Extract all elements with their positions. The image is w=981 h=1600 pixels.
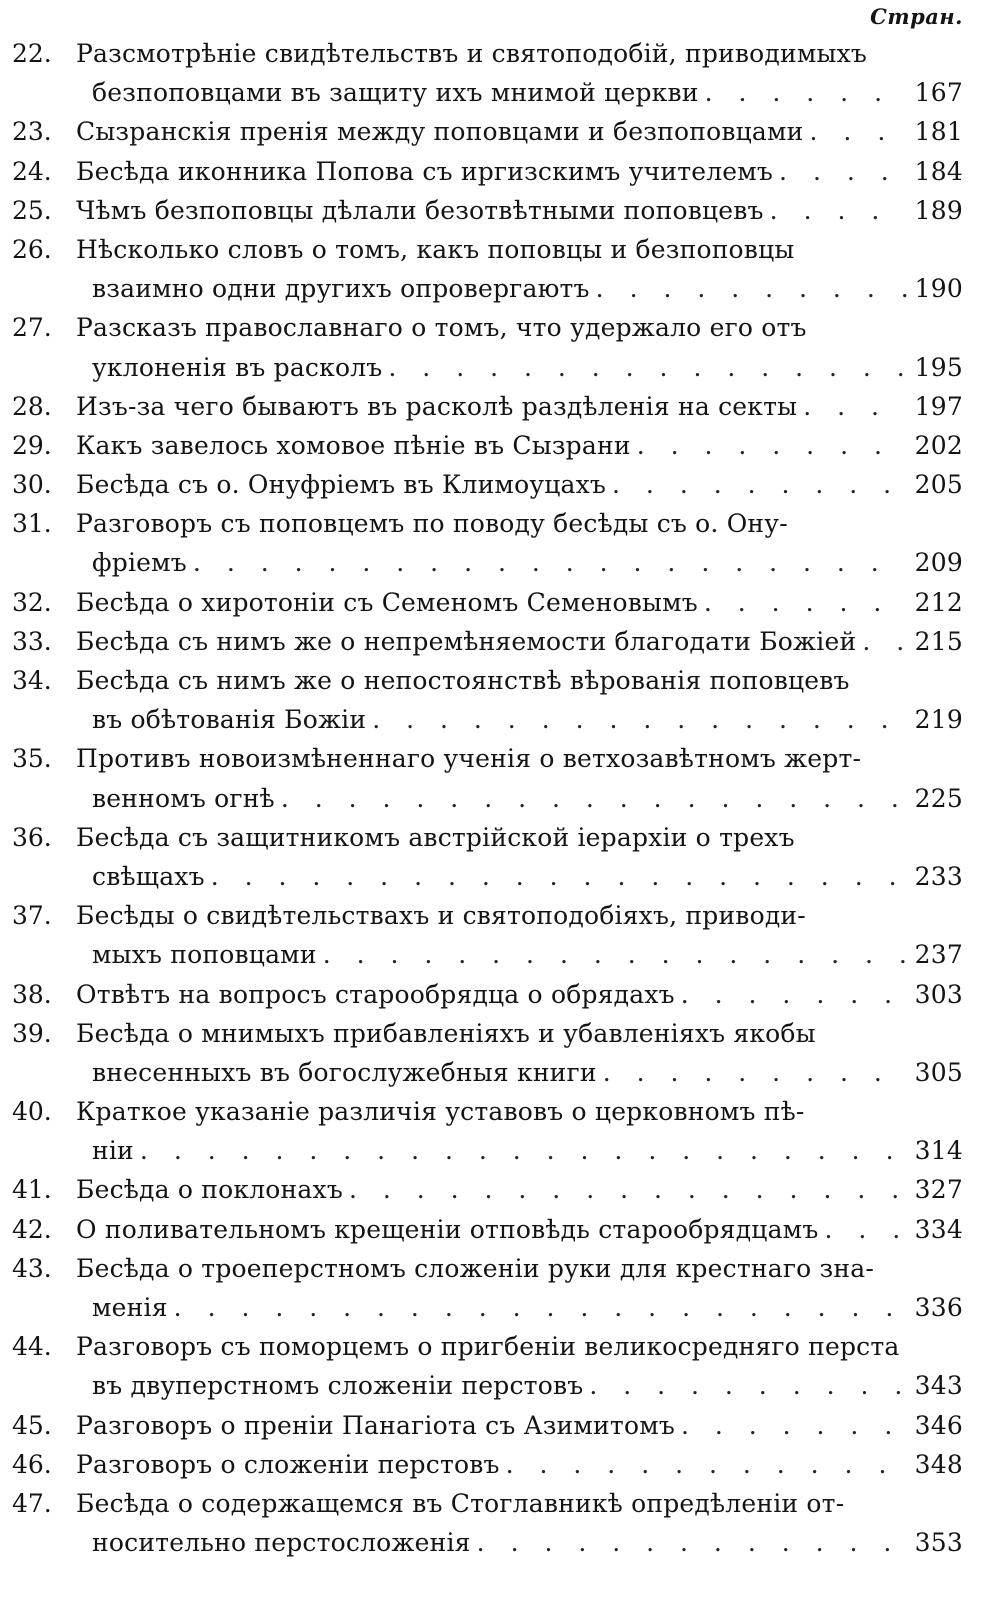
entry-number: 25. — [12, 195, 52, 225]
page-number: 336 — [914, 1293, 963, 1322]
toc-entry-line — [0, 112, 981, 151]
toc-entry-line — [0, 1210, 981, 1249]
toc-entry — [0, 1170, 981, 1209]
entry-number: 30. — [12, 470, 52, 500]
entry-title: Бесѣда иконника Попова съ иргизскимъ учителемъ — [76, 156, 774, 186]
entry-title: Разговоръ съ поморцемъ о пригбеніи великосредняго перста — [76, 1332, 900, 1362]
page-number: 346 — [914, 1410, 963, 1440]
dot-leader — [612, 465, 907, 504]
page-number: 327 — [914, 1175, 963, 1205]
entry-title: взаимно одни другихъ опровергаютъ — [92, 274, 590, 304]
toc-entry-line — [0, 152, 981, 191]
entry-title: фріемъ — [92, 548, 187, 578]
page-number: 212 — [914, 587, 963, 617]
dot-leader — [810, 112, 907, 151]
toc-entry-line — [0, 1092, 981, 1131]
entry-title: Бесѣда съ нимъ же о непремѣняемости благодати Божіей — [76, 626, 857, 656]
page-number: 233 — [914, 861, 963, 891]
entry-title: венномъ огнѣ — [92, 783, 275, 813]
entry-number: 43. — [12, 1253, 52, 1283]
toc-entry — [0, 308, 981, 386]
page-number: 314 — [914, 1136, 963, 1166]
toc-entry-line — [0, 426, 981, 465]
dot-leader — [704, 583, 907, 622]
table-of-contents — [0, 34, 981, 1562]
entry-title: внесенныхъ въ богослужебныя книги — [92, 1057, 597, 1087]
toc-entry-line — [0, 1327, 981, 1366]
toc-entry-line — [0, 387, 981, 426]
page-number: 189 — [914, 195, 963, 225]
entry-title: Чѣмъ безпоповцы дѣлали безотвѣтными поповцевъ — [76, 195, 764, 225]
page-number: 225 — [914, 783, 963, 813]
entry-number: 31. — [12, 509, 52, 539]
dot-leader — [174, 1288, 907, 1327]
toc-entry-line — [0, 700, 981, 739]
entry-title: Сызранскія пренія между поповцами и безпоповцами — [76, 117, 804, 147]
dot-leader — [193, 543, 907, 582]
dot-leader — [477, 1523, 907, 1562]
page-number: 202 — [914, 430, 963, 460]
entry-title: Нѣсколько словъ о томъ, какъ поповцы и безпоповцы — [76, 234, 795, 264]
entry-number: 32. — [12, 587, 52, 617]
toc-entry-line — [0, 543, 981, 582]
toc-entry — [0, 504, 981, 582]
entry-number: 24. — [12, 156, 52, 186]
entry-title: Изъ-за чего бываютъ въ расколѣ раздѣленія на секты — [76, 391, 798, 421]
toc-entry — [0, 975, 981, 1014]
dot-leader — [506, 1445, 907, 1484]
entry-title: Разсмотрѣніе свидѣтельствъ и святоподобій, приводимыхъ — [76, 39, 868, 68]
entry-title: Бесѣда о троеперстномъ сложеніи руки для крестнаго зна- — [76, 1253, 874, 1283]
toc-entry-line — [0, 1131, 981, 1170]
toc-entry — [0, 818, 981, 896]
toc-entry-line — [0, 1366, 981, 1405]
entry-number: 26. — [12, 234, 52, 264]
entry-title: Разговоръ о сложеніи перстовъ — [76, 1449, 500, 1479]
dot-leader — [824, 1210, 907, 1249]
entry-number: 29. — [12, 430, 52, 460]
dot-leader — [705, 73, 907, 112]
dot-leader — [770, 191, 907, 230]
toc-entry-line — [0, 504, 981, 543]
entry-title: Бесѣда съ о. Онуфріемъ въ Климоуцахъ — [76, 470, 607, 500]
entry-number: 23. — [12, 117, 52, 147]
entry-title: менія — [92, 1293, 168, 1322]
entry-title: Бесѣда о содержащемся въ Стоглавникѣ опредѣленіи от- — [76, 1488, 845, 1518]
page-number: 219 — [914, 705, 963, 735]
toc-entry-line — [0, 269, 981, 308]
entry-number: 47. — [12, 1488, 52, 1518]
dot-leader — [372, 700, 907, 739]
entry-title: Разговоръ о преніи Панагіота съ Азимитомъ — [76, 1410, 675, 1440]
toc-entry-line — [0, 1053, 981, 1092]
entry-title: Краткое указаніе различія уставовъ о церковномъ пѣ- — [76, 1097, 805, 1127]
entry-number: 41. — [12, 1175, 52, 1205]
toc-entry — [0, 191, 981, 230]
entry-number: 42. — [12, 1214, 52, 1244]
toc-entry-line — [0, 818, 981, 857]
toc-entry-line — [0, 465, 981, 504]
dot-leader — [388, 348, 907, 387]
page-number: 215 — [914, 626, 963, 656]
dot-leader — [140, 1131, 907, 1170]
dot-leader — [211, 857, 907, 896]
toc-entry-line — [0, 308, 981, 347]
toc-entry-line — [0, 230, 981, 269]
dot-leader — [596, 269, 907, 308]
dot-leader — [323, 935, 907, 974]
toc-entry — [0, 465, 981, 504]
page-number: 167 — [914, 78, 963, 108]
page-number: 334 — [914, 1214, 963, 1244]
entry-title: Бесѣда съ защитникомъ австрійской іерархіи о трехъ — [76, 822, 795, 852]
entry-number: 34. — [12, 666, 52, 695]
entry-number: 37. — [12, 901, 52, 931]
page-number: 195 — [914, 352, 963, 382]
entry-title: Разговоръ съ поповцемъ по поводу бесѣды съ о. Ону- — [76, 509, 788, 539]
page-number: 237 — [914, 940, 963, 970]
dot-leader — [603, 1053, 907, 1092]
page-number: 181 — [914, 117, 963, 147]
entry-title: Разсказъ православнаго о томъ, что удержало его отъ — [76, 313, 807, 343]
toc-entry — [0, 426, 981, 465]
toc-entry — [0, 1092, 981, 1170]
entry-title: Бесѣды о свидѣтельствахъ и святоподобіяхъ, приводи- — [76, 901, 806, 931]
toc-entry — [0, 152, 981, 191]
entry-title: въ двуперстномъ сложеніи перстовъ — [92, 1371, 584, 1401]
toc-entry-line — [0, 73, 981, 112]
toc-entry-line — [0, 348, 981, 387]
entry-title: Какъ завелось хомовое пѣніе въ Сызрани — [76, 430, 631, 460]
toc-entry-line — [0, 1445, 981, 1484]
entry-number: 40. — [12, 1097, 52, 1127]
toc-entry-line — [0, 622, 981, 661]
toc-entry — [0, 1014, 981, 1092]
entry-title: безпоповцами въ защиту ихъ мнимой церкви — [92, 78, 699, 108]
entry-title: въ обѣтованія Божіи — [92, 705, 367, 735]
entry-number: 28. — [12, 391, 52, 421]
toc-entry-line — [0, 1014, 981, 1053]
toc-entry — [0, 112, 981, 151]
dot-leader — [589, 1366, 907, 1405]
entry-title: Противъ новоизмѣненнаго ученія о ветхозавѣтномъ жерт- — [76, 744, 862, 774]
page-number: 209 — [914, 548, 963, 578]
entry-title: уклоненія въ расколъ — [92, 352, 383, 382]
entry-number: 27. — [12, 313, 52, 343]
toc-entry-line — [0, 1170, 981, 1209]
dot-leader — [349, 1170, 907, 1209]
entry-title: Отвѣтъ на вопросъ старообрядца о обрядахъ — [76, 979, 675, 1009]
dot-leader — [803, 387, 907, 426]
toc-entry — [0, 739, 981, 817]
dot-leader — [862, 622, 907, 661]
dot-leader — [779, 152, 907, 191]
entry-title: ніи — [92, 1136, 134, 1166]
page-number: 305 — [914, 1057, 963, 1087]
page-number: 197 — [914, 391, 963, 421]
toc-entry — [0, 1406, 981, 1445]
toc-entry — [0, 387, 981, 426]
toc-entry — [0, 661, 981, 739]
page-column-header: Стран. — [870, 4, 963, 29]
toc-entry-line — [0, 1523, 981, 1562]
entry-title: Бесѣда съ нимъ же о непостоянствѣ вѣрованія поповцевъ — [76, 666, 850, 695]
dot-leader — [281, 779, 907, 818]
toc-entry — [0, 622, 981, 661]
toc-entry — [0, 230, 981, 308]
toc-entry — [0, 896, 981, 974]
entry-title: Бесѣда о мнимыхъ прибавленіяхъ и убавленіяхъ якобы — [76, 1018, 816, 1048]
entry-title: мыхъ поповцами — [92, 940, 317, 970]
toc-entry-line — [0, 857, 981, 896]
dot-leader — [637, 426, 907, 465]
entry-number: 45. — [12, 1410, 52, 1440]
page-number: 303 — [914, 979, 963, 1009]
toc-entry-line — [0, 739, 981, 778]
toc-entry-line — [0, 34, 981, 73]
entry-title: свѣщахъ — [92, 861, 205, 891]
toc-entry — [0, 34, 981, 112]
entry-number: 44. — [12, 1332, 52, 1362]
entry-number: 46. — [12, 1449, 52, 1479]
entry-title: Бесѣда о поклонахъ — [76, 1175, 343, 1205]
toc-entry — [0, 1210, 981, 1249]
entry-number: 22. — [12, 39, 52, 68]
page-number: 184 — [914, 156, 963, 186]
page-number: 343 — [914, 1371, 963, 1401]
toc-entry-line — [0, 935, 981, 974]
toc-entry-line — [0, 583, 981, 622]
entry-number: 33. — [12, 626, 52, 656]
toc-entry — [0, 1327, 981, 1405]
entry-number: 39. — [12, 1018, 52, 1048]
entry-number: 38. — [12, 979, 52, 1009]
toc-entry-line — [0, 661, 981, 700]
toc-entry — [0, 1445, 981, 1484]
page-number: 348 — [914, 1449, 963, 1479]
toc-entry-line — [0, 896, 981, 935]
entry-title: носительно перстосложенія — [92, 1528, 471, 1558]
toc-entry-line — [0, 975, 981, 1014]
entry-title: О поливательномъ крещеніи отповѣдь старообрядцамъ — [76, 1214, 819, 1244]
entry-number: 35. — [12, 744, 52, 774]
entry-number: 36. — [12, 822, 52, 852]
toc-entry — [0, 1484, 981, 1562]
toc-entry — [0, 1249, 981, 1327]
toc-entry-line — [0, 1249, 981, 1288]
page-number: 190 — [914, 274, 963, 304]
toc-entry-line — [0, 1484, 981, 1523]
dot-leader — [681, 1406, 907, 1445]
toc-entry-line — [0, 191, 981, 230]
page-number: 353 — [914, 1528, 963, 1558]
dot-leader — [681, 975, 907, 1014]
toc-entry — [0, 583, 981, 622]
toc-entry-line — [0, 1406, 981, 1445]
page-number: 205 — [914, 470, 963, 500]
toc-entry-line — [0, 1288, 981, 1327]
toc-entry-line — [0, 779, 981, 818]
entry-title: Бесѣда о хиротоніи съ Семеномъ Семеновымъ — [76, 587, 698, 617]
